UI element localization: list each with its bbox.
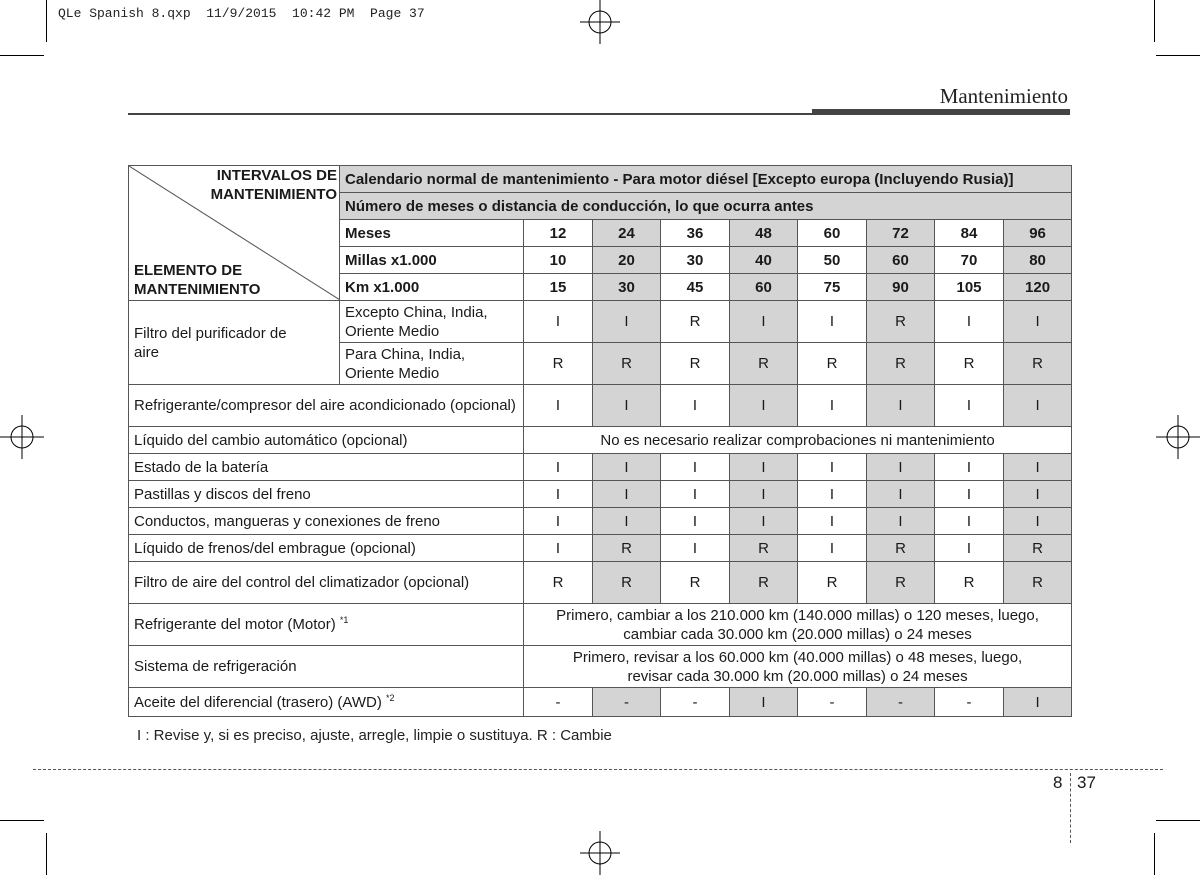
interval-value: 60: [798, 220, 867, 247]
schedule-cell: I: [935, 481, 1004, 508]
schedule-cell: I: [1004, 454, 1072, 481]
table-row: [129, 301, 1072, 343]
schedule-cell: I: [593, 301, 661, 343]
schedule-cell: R: [1004, 562, 1072, 604]
schedule-cell: I: [867, 385, 935, 427]
schedule-cell: -: [593, 688, 661, 717]
table-row: [129, 535, 1072, 562]
interval-value: 45: [661, 274, 730, 301]
schedule-cell: I: [867, 508, 935, 535]
schedule-cell: I: [798, 385, 867, 427]
interval-value: 40: [730, 247, 798, 274]
schedule-cell: I: [524, 454, 593, 481]
schedule-cell: I: [798, 508, 867, 535]
item-label: [129, 688, 524, 717]
registration-mark-top: [580, 0, 620, 44]
schedule-cell: I: [935, 508, 1004, 535]
schedule-cell: I: [1004, 385, 1072, 427]
schedule-cell: I: [730, 454, 798, 481]
schedule-cell: R: [935, 343, 1004, 385]
schedule-cell: R: [524, 562, 593, 604]
schedule-cell: R: [730, 343, 798, 385]
interval-value: 84: [935, 220, 1004, 247]
crop-mark: [1154, 833, 1155, 875]
schedule-note: [524, 646, 1072, 688]
schedule-cell: I: [867, 481, 935, 508]
schedule-cell: R: [593, 535, 661, 562]
footer-rule: [33, 769, 1163, 770]
schedule-cell: R: [867, 562, 935, 604]
interval-value: 12: [524, 220, 593, 247]
table-header-row: [129, 166, 1072, 193]
interval-value: 10: [524, 247, 593, 274]
schedule-cell: I: [524, 301, 593, 343]
schedule-cell: I: [661, 508, 730, 535]
header-rule: [128, 113, 812, 115]
footnote-ref: *2: [386, 692, 395, 703]
interval-value: 120: [1004, 274, 1072, 301]
schedule-cell: I: [798, 535, 867, 562]
schedule-cell: I: [935, 385, 1004, 427]
item-label: Refrigerante/compresor del aire acondicionado (opcional): [129, 385, 524, 427]
interval-value: 96: [1004, 220, 1072, 247]
crop-mark: [1156, 55, 1200, 56]
schedule-cell: I: [593, 454, 661, 481]
table-corner-cell: [129, 166, 340, 301]
footnote-ref: *1: [339, 615, 349, 625]
schedule-cell: -: [867, 688, 935, 717]
interval-value: 105: [935, 274, 1004, 301]
item-label-text: Refrigerante del motor (Motor): [134, 616, 336, 633]
schedule-cell: I: [524, 508, 593, 535]
schedule-cell: I: [1004, 508, 1072, 535]
schedule-cell: I: [1004, 301, 1072, 343]
schedule-cell: I: [1004, 481, 1072, 508]
schedule-cell: R: [867, 535, 935, 562]
schedule-cell: I: [730, 688, 798, 717]
schedule-cell: R: [593, 562, 661, 604]
item-label: Líquido de frenos/del embrague (opcional): [129, 535, 524, 562]
schedule-cell: I: [730, 301, 798, 343]
legend-footnote: I : Revise y, si es preciso, ajuste, arregle, limpie o sustituya. R : Cambie: [137, 727, 612, 744]
item-label-text: Aceite del diferencial (trasero) (AWD): [134, 693, 382, 711]
schedule-cell: R: [867, 301, 935, 343]
interval-note: Número de meses o distancia de conducción, lo que ocurra antes: [340, 193, 1072, 220]
crop-mark: [1156, 820, 1200, 821]
crop-mark: [46, 833, 47, 875]
schedule-cell: -: [935, 688, 1004, 717]
schedule-note-text: Primero, cambiar a los 210.000 km (140.000 millas) o 120 meses, luego, cambiar cada 30.000 km (20.000 millas) o 24 meses: [556, 606, 1039, 643]
schedule-cell: I: [661, 385, 730, 427]
crop-mark: [0, 55, 44, 56]
interval-value: 24: [593, 220, 661, 247]
schedule-cell: -: [661, 688, 730, 717]
schedule-cell: I: [730, 508, 798, 535]
interval-value: 30: [593, 274, 661, 301]
item-label: [129, 604, 524, 646]
maintenance-table: [128, 165, 1072, 717]
item-label: Estado de la batería: [129, 454, 524, 481]
section-title: Mantenimiento: [939, 84, 1068, 108]
schedule-cell: I: [661, 454, 730, 481]
chapter-number: 8: [1053, 773, 1063, 792]
schedule-note-text: Primero, revisar a los 60.000 km (40.000 millas) o 48 meses, luego, revisar cada 30.000 km (20.000 millas) o 24 meses: [572, 648, 1023, 685]
interval-value: 75: [798, 274, 867, 301]
condition-label: Para China, India, Oriente Medio: [340, 343, 524, 385]
table-row: [129, 604, 1072, 646]
schedule-cell: R: [1004, 535, 1072, 562]
schedule-cell: I: [593, 508, 661, 535]
schedule-cell: R: [661, 562, 730, 604]
condition-label: Excepto China, India, Oriente Medio: [340, 301, 524, 343]
interval-value: 70: [935, 247, 1004, 274]
item-label: Conductos, mangueras y conexiones de freno: [129, 508, 524, 535]
schedule-cell: I: [661, 481, 730, 508]
page-number-divider: [1070, 773, 1071, 843]
schedule-cell: I: [730, 481, 798, 508]
schedule-cell: -: [524, 688, 593, 717]
schedule-cell: R: [798, 562, 867, 604]
schedule-cell: I: [798, 301, 867, 343]
interval-value: 60: [867, 247, 935, 274]
interval-value: 48: [730, 220, 798, 247]
interval-value: 30: [661, 247, 730, 274]
schedule-cell: I: [935, 454, 1004, 481]
interval-value: 50: [798, 247, 867, 274]
schedule-note: No es necesario realizar comprobaciones ni mantenimiento: [524, 427, 1072, 454]
schedule-cell: R: [730, 535, 798, 562]
table-row: [129, 688, 1072, 717]
schedule-cell: I: [935, 535, 1004, 562]
schedule-cell: R: [798, 343, 867, 385]
schedule-cell: R: [661, 343, 730, 385]
registration-mark-right: [1156, 415, 1200, 459]
schedule-cell: R: [593, 343, 661, 385]
registration-mark-bottom: [580, 831, 620, 875]
table-row: [129, 508, 1072, 535]
schedule-cell: R: [867, 343, 935, 385]
crop-mark: [0, 820, 44, 821]
schedule-cell: I: [524, 535, 593, 562]
item-label: Pastillas y discos del freno: [129, 481, 524, 508]
schedule-cell: -: [798, 688, 867, 717]
interval-value: 90: [867, 274, 935, 301]
schedule-cell: R: [661, 301, 730, 343]
schedule-title: Calendario normal de mantenimiento - Para motor diésel [Excepto europa (Incluyendo Rusia)]: [340, 166, 1072, 193]
crop-mark: [1154, 0, 1155, 42]
schedule-cell: I: [661, 535, 730, 562]
schedule-cell: I: [935, 301, 1004, 343]
header-rule-thick: [812, 109, 1070, 115]
schedule-cell: I: [593, 385, 661, 427]
interval-value: 15: [524, 274, 593, 301]
item-label: Filtro de aire del control del climatizador (opcional): [129, 562, 524, 604]
schedule-cell: I: [798, 481, 867, 508]
schedule-cell: R: [1004, 343, 1072, 385]
air-filter-label: Filtro del purificador de aire: [134, 324, 287, 361]
schedule-cell: R: [935, 562, 1004, 604]
item-label: Líquido del cambio automático (opcional): [129, 427, 524, 454]
interval-value: 36: [661, 220, 730, 247]
interval-value: 80: [1004, 247, 1072, 274]
header-label: Meses: [340, 220, 524, 247]
schedule-cell: I: [1004, 688, 1072, 717]
item-label: [129, 301, 340, 385]
print-slug: QLe Spanish 8.qxp 11/9/2015 10:42 PM Page 37: [58, 6, 425, 21]
schedule-cell: I: [524, 481, 593, 508]
schedule-cell: I: [593, 481, 661, 508]
schedule-note: [524, 604, 1072, 646]
interval-value: 20: [593, 247, 661, 274]
table-row: [129, 562, 1072, 604]
interval-value: 60: [730, 274, 798, 301]
schedule-cell: R: [524, 343, 593, 385]
item-label: Sistema de refrigeración: [129, 646, 524, 688]
schedule-cell: I: [867, 454, 935, 481]
schedule-cell: I: [524, 385, 593, 427]
page-number: 37: [1077, 773, 1096, 792]
schedule-cell: I: [798, 454, 867, 481]
table-row: [129, 427, 1072, 454]
interval-value: 72: [867, 220, 935, 247]
corner-label-intervals: INTERVALOS DE MANTENIMIENTO: [210, 167, 337, 203]
header-label: Millas x1.000: [340, 247, 524, 274]
schedule-cell: I: [730, 385, 798, 427]
table-row: [129, 385, 1072, 427]
header-label: Km x1.000: [340, 274, 524, 301]
crop-mark: [46, 0, 47, 42]
table-row: [129, 481, 1072, 508]
registration-mark-left: [0, 415, 44, 459]
table-row: [129, 454, 1072, 481]
corner-label-items: ELEMENTO DE MANTENIMIENTO: [134, 262, 261, 298]
schedule-cell: R: [730, 562, 798, 604]
table-row: [129, 646, 1072, 688]
